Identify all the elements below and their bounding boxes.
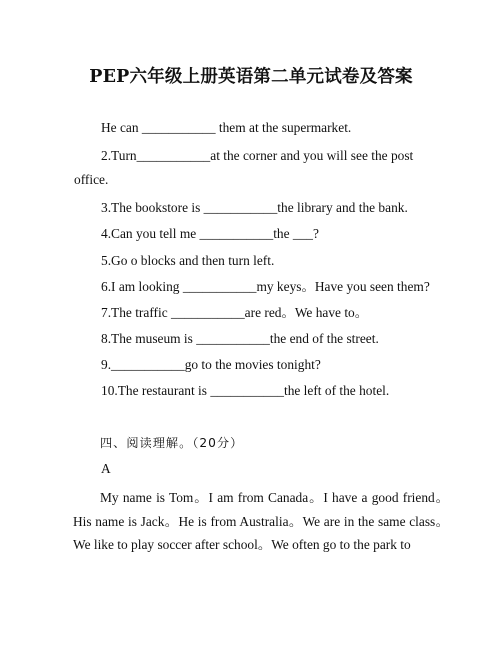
question-line-8: 8.The museum is ___________the end of the street. [101, 331, 379, 346]
question-line-7: 7.The traffic ___________are red。We have to。 [101, 305, 369, 320]
question-line-6: 6.I am looking ___________my keys。Have you seen them? [101, 279, 430, 294]
question-line-1: He can ___________ them at the supermarket. [101, 120, 352, 135]
question-line-4: 4.Can you tell me ___________the ___? [101, 226, 319, 241]
question-line-5: 5.Go o blocks and then turn left. [101, 253, 275, 268]
passage-label: A [101, 461, 111, 476]
section-heading: 四、阅读理解。（20分） [100, 436, 244, 450]
reading-passage: My name is Tom。I am from Canada。I have a good friend。His name is Jack。He is from Australia。We are in the same class。We like to play soccer after school。We often go to the park to [73, 490, 449, 552]
question-line-10: 10.The restaurant is ___________the left of the hotel. [101, 383, 390, 398]
document-title: PEP六年级上册英语第二单元试卷及答案 [89, 67, 413, 87]
question-line-9: 9.___________go to the movies tonight? [101, 357, 321, 372]
question-line-2: 2.Turn___________at the corner and you will see the post [101, 148, 414, 163]
question-line-3: 3.The bookstore is ___________the library and the bank. [101, 200, 408, 215]
question-line-2-continued: office. [74, 172, 109, 187]
